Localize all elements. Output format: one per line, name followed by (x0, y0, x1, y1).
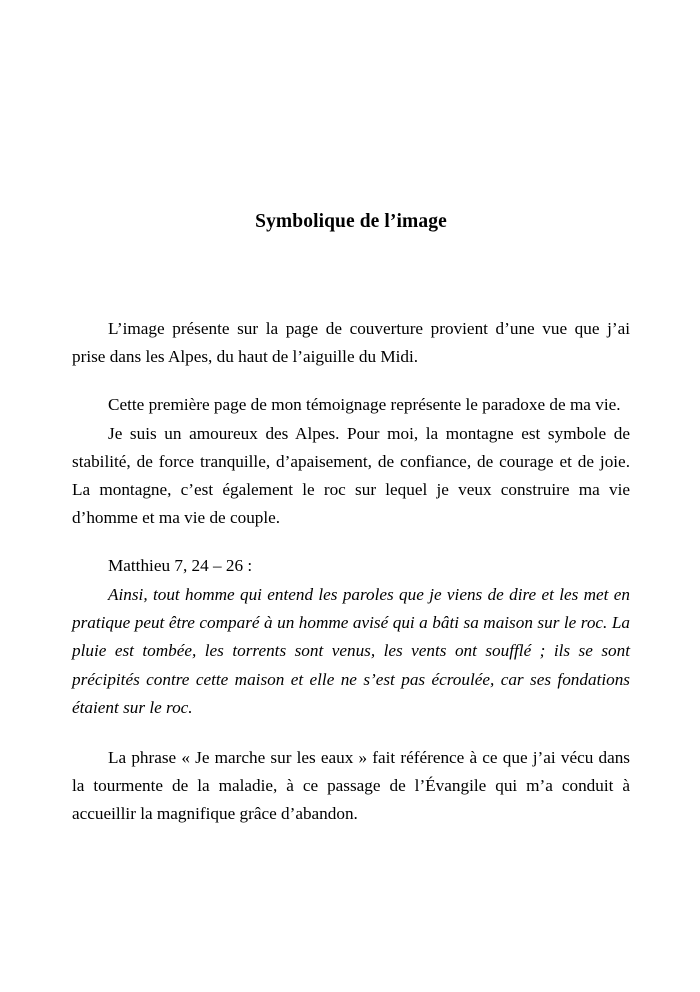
page-title: Symbolique de l’image (255, 211, 447, 232)
paragraph-amoureux-alpes: Je suis un amoureux des Alpes. Pour moi, la montagne est symbole de stabilité, de force tranquille, d’apaisement, de confiance, de courage et de joie. La montagne, c’est également le roc sur lequel je veux construire ma vie d’homme et ma vie de couple. (72, 423, 630, 528)
paragraph-marche-sur-les-eaux: La phrase « Je marche sur les eaux » fait référence à ce que j’ai vécu dans la tourmente de la maladie, à ce passage de l’Évangile qui m’a conduit à accueillir la magnifique grâce d’abandon. (72, 747, 630, 824)
paragraph-premiere-page: Cette première page de mon témoignage représente le paradoxe de ma vie. (108, 395, 621, 415)
paragraph-image-couverture: L’image présente sur la page de couverture provient d’une vue que j’ai prise dans les Alpes, du haut de l’aiguille du Midi. (72, 319, 630, 367)
body-text-block (72, 315, 630, 828)
scripture-reference: Matthieu 7, 24 – 26 : (108, 556, 253, 576)
scripture-quote: Ainsi, tout homme qui entend les paroles que je viens de dire et les met en pratique peut être comparé à un homme avisé qui a bâti sa maison sur le roc. La pluie est tombée, les torrents sont venus, les vents ont soufflé ; ils se sont précipités contre cette maison et elle ne s’est pas écroulée, car ses fondations étaient sur le roc. (72, 584, 630, 718)
